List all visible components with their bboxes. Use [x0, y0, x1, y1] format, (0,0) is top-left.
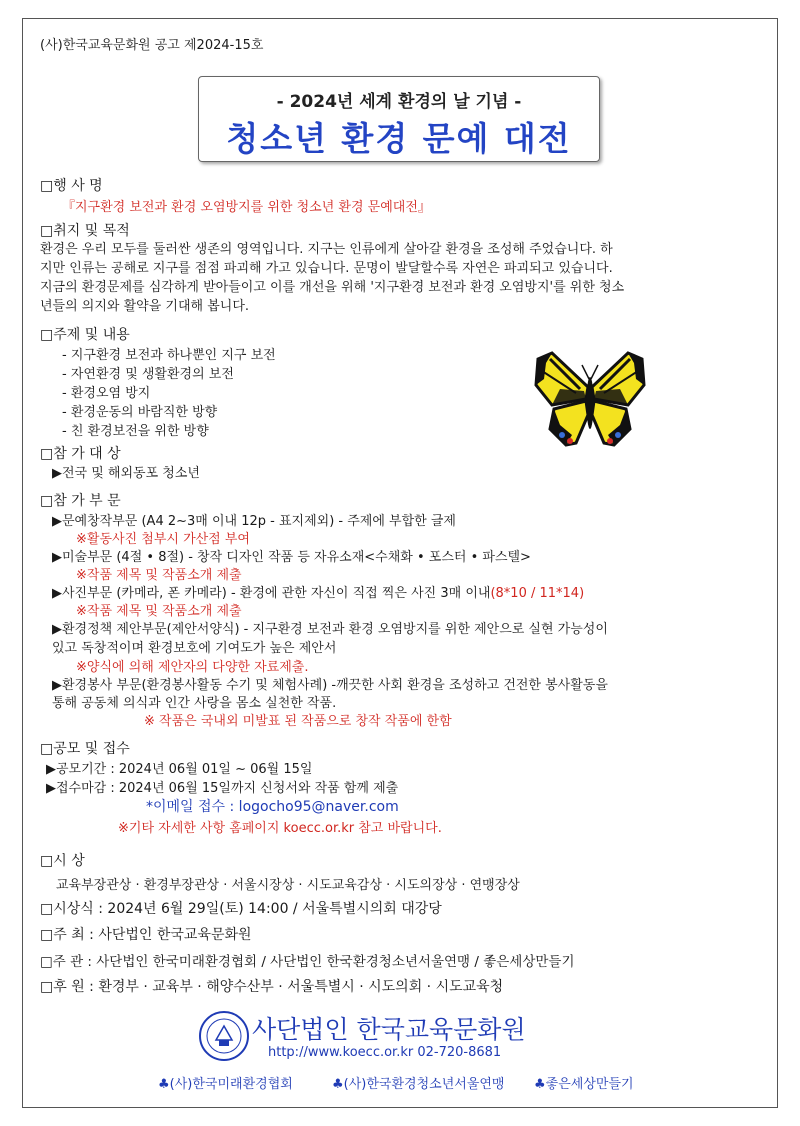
purpose-line: 지만 인류는 공해로 지구를 점점 파괴해 가고 있습니다. 문명이 발달할수록 자연은 파괴되고 있습니다.: [40, 261, 613, 276]
submission-deadline: ▶접수마감 : 2024년 06월 15일까지 신청서와 작품 함께 제출: [46, 781, 399, 796]
footer-org-name: 사단법인 한국교육문화원: [252, 1015, 526, 1044]
purpose-heading: □취지 및 목적: [40, 223, 130, 239]
title-subtitle: - 2024년 세계 환경의 날 기념 -: [276, 92, 522, 112]
theme-item: - 환경오염 방지: [62, 386, 151, 401]
footer-contact: http://www.koecc.or.kr 02-720-8681: [268, 1045, 502, 1060]
notice-number: (사)한국교육문화원 공고 제2024-15호: [40, 38, 264, 53]
ceremony-info: □시상식 : 2024년 6월 29일(토) 14:00 / 서울특별시의회 대강당: [40, 901, 442, 917]
eligibility-heading: □참 가 대 상: [40, 446, 121, 462]
title-box: [198, 76, 600, 162]
footer-partner: ♣(사)한국미래환경협회: [158, 1077, 293, 1092]
category-literary: ▶문예창작부문 (A4 2~3매 이내 12p - 표지제외) - 주제에 부합한 글제: [52, 514, 456, 529]
category-policy-note: ※양식에 의해 제안자의 다양한 자료제출.: [76, 660, 309, 675]
category-policy-line2: 있고 독창적이며 환경보호에 기여도가 높은 제안서: [52, 641, 337, 656]
category-literary-note: ※활동사진 첨부시 가산점 부여: [76, 532, 250, 547]
purpose-line: 지금의 환경문제를 심각하게 받아들이고 이를 개선을 위해 '지구환경 보전과 환경 오염방지'를 위한 청소: [40, 280, 625, 295]
purpose-line: 환경은 우리 모두를 둘러싼 생존의 영역입니다. 지구는 인류에게 살아갈 환경을 조성해 주었습니다. 하: [40, 242, 613, 257]
purpose-paragraph: [40, 240, 762, 316]
category-photo: [52, 582, 584, 601]
category-policy-line1: ▶환경정책 제안부문(제안서양식) - 지구환경 보전과 환경 오염방지를 위한 제안으로 실현 가능성이: [52, 622, 608, 637]
awards-heading: □시 상: [40, 853, 85, 869]
organizer-info: □주 관 : 사단법인 한국미래환경협회 / 사단법인 한국환경청소년서울연맹 / 좋은세상만들기: [40, 954, 575, 970]
category-service-line1: ▶환경봉사 부문(환경봉사활동 수기 및 체험사례) -깨끗한 사회 환경을 조성하고 건전한 봉사활동을: [52, 678, 608, 693]
category-photo-size: (8*10 / 11*14): [490, 586, 585, 601]
purpose-line: 년들의 의지와 활약을 기대해 봅니다.: [40, 299, 250, 314]
org-seal-logo: [198, 1010, 250, 1062]
event-name-heading: □행 사 명: [40, 178, 103, 194]
categories-heading: □참 가 부 문: [40, 493, 121, 509]
category-art-note: ※작품 제목 및 작품소개 제출: [76, 568, 242, 583]
theme-item: - 지구환경 보전과 하나뿐인 지구 보전: [62, 348, 276, 363]
eligibility-value: ▶전국 및 해외동포 청소년: [52, 466, 200, 481]
category-photo-text: ▶사진부문 (카메라, 폰 카메라) - 환경에 관한 자신이 직접 찍은 사진 3매 이내: [52, 586, 491, 601]
butterfly-illustration: [532, 345, 648, 453]
footer-partner: ♣좋은세상만들기: [534, 1077, 634, 1092]
theme-item: - 환경운동의 바람직한 방향: [62, 405, 218, 420]
footer-partner: ♣(사)한국환경청소년서울연맹: [332, 1077, 505, 1092]
theme-item: - 친 환경보전을 위한 방향: [62, 424, 209, 439]
theme-item: - 자연환경 및 생활환경의 보전: [62, 367, 234, 382]
category-service-line2: 통해 공동체 의식과 인간 사랑을 몸소 실천한 작품.: [52, 696, 337, 711]
submission-email: *이메일 접수 : logocho95@naver.com: [146, 799, 399, 815]
awards-value: 교육부장관상 · 환경부장관상 · 서울시장상 · 시도교육감상 · 시도의장상 · 연맹장상: [56, 878, 520, 893]
category-art: ▶미술부문 (4절 • 8절) - 창작 디자인 작품 등 자유소재<수채화 • 포스터 • 파스텔>: [52, 550, 531, 565]
category-service-note: ※ 작품은 국내외 미발표 된 작품으로 창작 작품에 한함: [144, 714, 452, 729]
themes-heading: □주제 및 내용: [40, 327, 130, 343]
title-main: 청소년 환경 문예 대전: [226, 119, 572, 158]
submission-period: ▶공모기간 : 2024년 06월 01일 ~ 06월 15일: [46, 762, 313, 777]
host-info: □주 최 : 사단법인 한국교육문화원: [40, 927, 252, 943]
event-name-value: 『지구환경 보전과 환경 오염방지를 위한 청소년 환경 문예대전』: [62, 200, 431, 215]
category-photo-note: ※작품 제목 및 작품소개 제출: [76, 604, 242, 619]
submission-etc: ※기타 자세한 사항 홈페이지 koecc.or.kr 참고 바랍니다.: [118, 821, 442, 836]
sponsor-info: □후 원 : 환경부 · 교육부 · 해양수산부 · 서울특별시 · 시도의회 · 시도교육청: [40, 979, 504, 995]
submission-heading: □공모 및 접수: [40, 741, 130, 757]
